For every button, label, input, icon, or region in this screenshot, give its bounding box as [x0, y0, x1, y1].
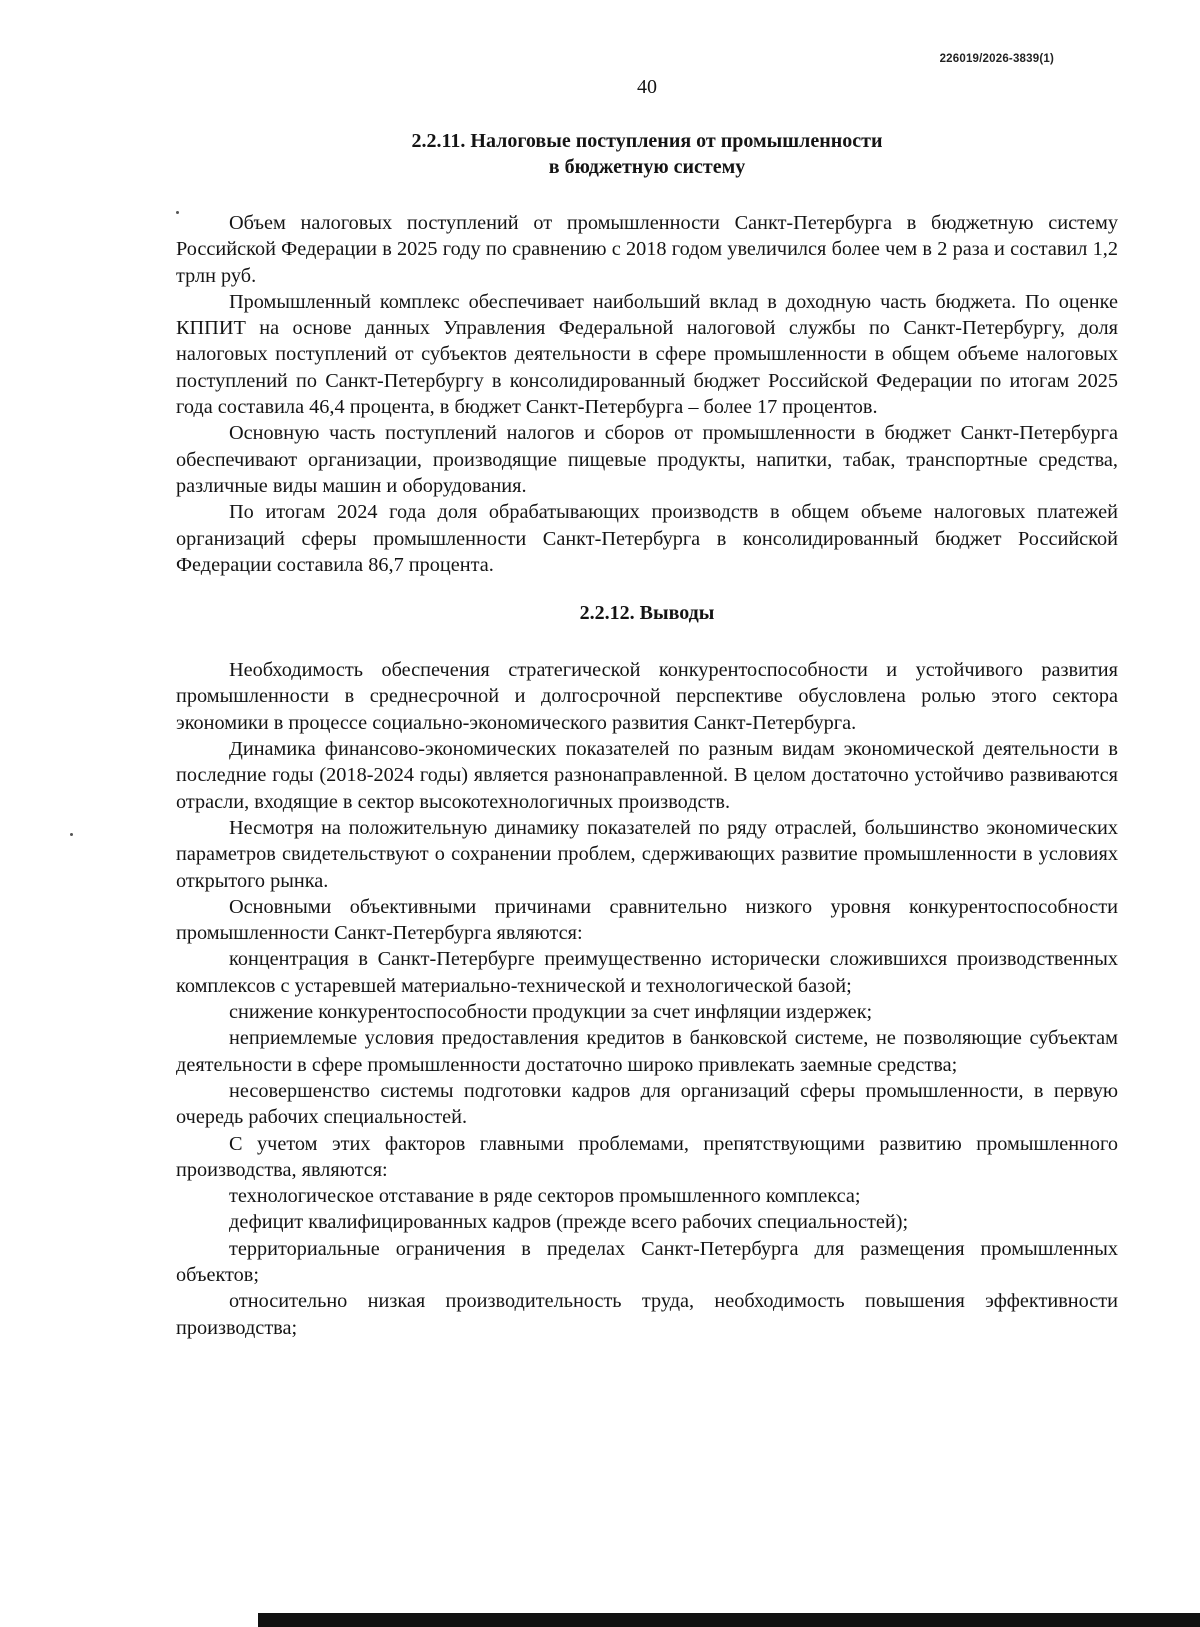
document-body — [176, 128, 1118, 1341]
list-item: дефицит квалифицированных кадров (прежде всего рабочих специальностей); — [229, 1211, 909, 1234]
list-item: технологическое отставание в ряде секторов промышленного комплекса; — [229, 1185, 861, 1208]
paragraph: С учетом этих факторов главными проблемами, препятствующими развитию промышленного производства, являются: — [176, 1132, 1118, 1181]
paragraph: Основную часть поступлений налогов и сборов от промышленности в бюджет Санкт-Петербурга обеспечивают организации, производящие пищевые продукты, напитки, табак, транспортные средства, различные виды машин и оборудования. — [176, 422, 1118, 497]
list-item: неприемлемые условия предоставления кредитов в банковской системе, не позволяющие субъектам деятельности в сфере промышленности достаточно широко привлекать заемные средства; — [176, 1027, 1118, 1076]
section-title-line-2: в бюджетную систему — [548, 156, 746, 178]
paragraph: Динамика финансово-экономических показателей по разным видам экономической деятельности в последние годы (2018-2024 годы) является разнонаправленной. В целом достаточно устойчиво развиваются отрасли, входящие в сектор высокотехнологичных производств. — [176, 738, 1118, 813]
page-number: 40 — [637, 76, 657, 98]
paragraph: Необходимость обеспечения стратегической конкурентоспособности и устойчивого развития промышленности в среднесрочной и долгосрочной перспективе обусловлена ролью этого сектора экономики в процессе социально-экономического развития Санкт-Петербурга. — [176, 659, 1118, 734]
paragraph: Основными объективными причинами сравнительно низкого уровня конкурентоспособности промышленности Санкт-Петербурга являются: — [176, 895, 1118, 945]
scan-speck — [176, 211, 179, 214]
paragraph: Несмотря на положительную динамику показателей по ряду отраслей, большинство экономических параметров свидетельствуют о сохранении проблем, сдерживающих развитие промышленности в условиях открытого рынка. — [176, 816, 1118, 892]
list-item: территориальные ограничения в пределах Санкт-Петербурга для размещения промышленных объектов; — [176, 1237, 1118, 1286]
list-item: снижение конкурентоспособности продукции за счет инфляции издержек; — [229, 1001, 873, 1024]
section-title-line-1: 2.2.11. Налоговые поступления от промышленности — [411, 130, 883, 152]
section-title-conclusions: 2.2.12. Выводы — [579, 602, 715, 625]
scan-speck — [70, 833, 73, 836]
list-item: несовершенство системы подготовки кадров для организаций сферы промышленности, в первую очередь рабочих специальностей. — [176, 1079, 1118, 1129]
list-item: концентрация в Санкт-Петербурге преимущественно исторически сложившихся производственных комплексов с устаревшей материально-технической и технологической базой; — [176, 948, 1118, 997]
scan-edge-bar — [258, 1613, 1200, 1627]
paragraph: Объем налоговых поступлений от промышленности Санкт-Петербурга в бюджетную систему Российской Федерации в 2025 году по сравнению с 2018 годом увеличился более чем в 2 раза и составил 1,2 трлн руб. — [176, 212, 1118, 287]
paragraph: Промышленный комплекс обеспечивает наибольший вклад в доходную часть бюджета. По оценке КППИТ на основе данных Управления Федеральной налоговой службы по Санкт-Петербургу, доля налоговых поступлений от субъектов деятельности в сфере промышленности в общем объеме налоговых поступлений по Санкт-Петербургу в консолидированный бюджет Российской Федерации по итогам 2025 года составила 46,4 процента, в бюджет Санкт-Петербурга – более 17 процентов. — [176, 290, 1118, 419]
list-item: относительно низкая производительность труда, необходимость повышения эффективности производства; — [176, 1290, 1118, 1339]
section-title-tax-revenues — [176, 128, 1118, 180]
paragraph: По итогам 2024 года доля обрабатывающих производств в общем объеме налоговых платежей организаций сферы промышленности Санкт-Петербурга в консолидированный бюджет Российской Федерации составила 86,7 процента. — [176, 501, 1118, 576]
document-registration-number: 226019/2026-3839(1) — [939, 53, 1054, 65]
